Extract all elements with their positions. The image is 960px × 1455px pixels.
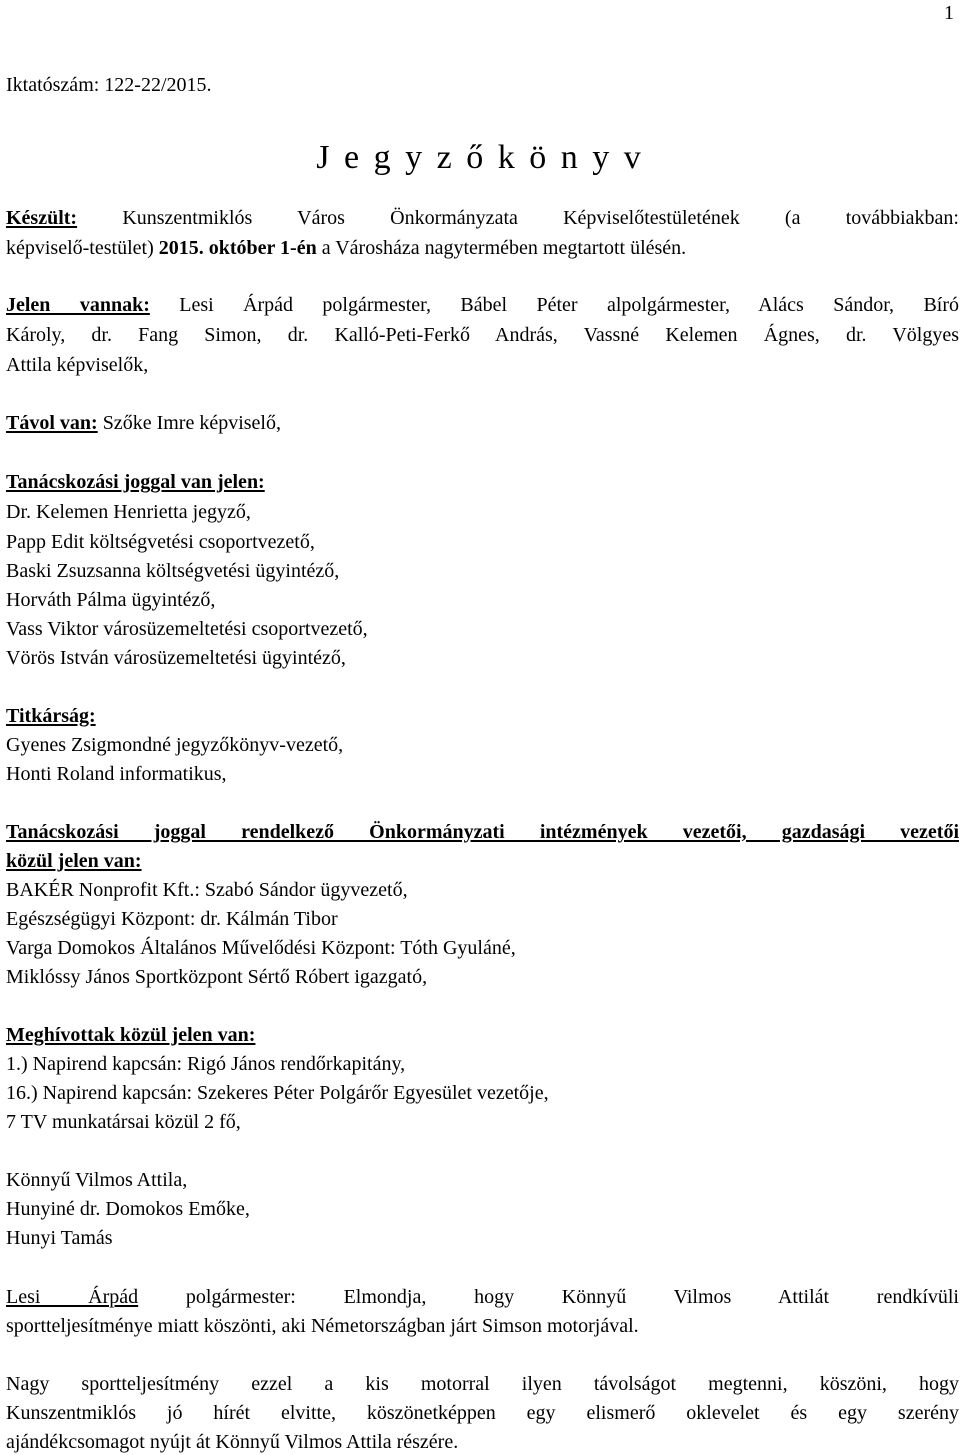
- guest-item: Hunyi Tamás: [6, 1227, 113, 1249]
- tanacskozasi-item: Vass Viktor városüzemeltetési csoportvezető,: [6, 618, 368, 640]
- tanacskozasi-item: Papp Edit költségvetési csoportvezető,: [6, 531, 315, 553]
- intezmenyek-label-1: Tanácskozási joggal rendelkező Önkormányzati intézmények vezetői, gazdasági vezetői: [6, 821, 959, 843]
- guest-item: Hunyiné dr. Domokos Emőke,: [6, 1198, 250, 1220]
- para2-line-2: Kunszentmiklós jó hírét elvitte, köszönetképpen egy elismerő oklevelet és egy szerény: [6, 1402, 959, 1424]
- titkarsag-item: Gyenes Zsigmondné jegyzőkönyv-vezető,: [6, 734, 344, 756]
- tanacskozasi-item: Dr. Kelemen Henrietta jegyző,: [6, 501, 251, 523]
- meghivottak-item: 7 TV munkatársai közül 2 fő,: [6, 1111, 241, 1133]
- tanacskozasi-item: Horváth Pálma ügyintéző,: [6, 589, 216, 611]
- tavol-label: Távol van:: [6, 412, 98, 434]
- jelen-text-1: Lesi Árpád polgármester, Bábel Péter alpolgármester, Alács Sándor, Bíró: [149, 294, 959, 316]
- guest-item: Könnyű Vilmos Attila,: [6, 1169, 188, 1191]
- doc-number: Iktatószám: 122-22/2015.: [6, 74, 212, 96]
- para1-text-1: polgármester: Elmondja, hogy Könnyű Vilmos Attilát rendkívüli: [138, 1286, 959, 1308]
- tanacskozasi-item: Vörös István városüzemeltetési ügyintéző,: [6, 647, 346, 669]
- meghivottak-item: 1.) Napirend kapcsán: Rigó János rendőrkapitány,: [6, 1053, 406, 1075]
- tavol-text: Szőke Imre képviselő,: [97, 412, 281, 434]
- keszult-text-1: Kunszentmiklós Város Önkormányzata Képviselőtestületének (a továbbiakban:: [77, 207, 959, 229]
- jelen-label: Jelen vannak:: [6, 294, 150, 316]
- intezmenyek-item: Varga Domokos Általános Művelődési Központ: Tóth Gyuláné,: [6, 937, 516, 959]
- para1-line-1: [6, 1284, 959, 1310]
- tavol-line: [6, 410, 281, 436]
- jelen-line-3: Attila képviselők,: [6, 354, 149, 376]
- para1-line-2: sportteljesítménye miatt köszönti, aki Németországban járt Simson motorjával.: [6, 1315, 639, 1337]
- para2-line-1: Nagy sportteljesítmény ezzel a kis motorral ilyen távolságot megtenni, köszöni, hogy: [6, 1373, 959, 1395]
- keszult-text-2a: képviselő-testület): [6, 237, 159, 259]
- page-number: 1: [944, 2, 954, 24]
- intezmenyek-label-2: közül jelen van:: [6, 850, 142, 872]
- titkarsag-label: Titkárság:: [6, 705, 96, 727]
- keszult-text-2b: a Városháza nagytermében megtartott ülésén.: [316, 237, 687, 259]
- intezmenyek-item: Miklóssy János Sportközpont Sértő Róbert igazgató,: [6, 966, 428, 988]
- keszult-date: 2015. október 1-én: [158, 237, 317, 259]
- keszult-label: Készült:: [6, 207, 78, 229]
- meghivottak-item: 16.) Napirend kapcsán: Szekeres Péter Polgárőr Egyesület vezetője,: [6, 1082, 549, 1104]
- keszult-line-1: [6, 205, 959, 231]
- intezmenyek-item: BAKÉR Nonprofit Kft.: Szabó Sándor ügyvezető,: [6, 879, 408, 901]
- intezmenyek-item: Egészségügyi Központ: dr. Kálmán Tibor: [6, 908, 338, 930]
- keszult-line-2: [6, 235, 686, 261]
- titkarsag-item: Honti Roland informatikus,: [6, 763, 227, 785]
- para2-line-3: ajándékcsomagot nyújt át Könnyű Vilmos Attila részére.: [6, 1431, 459, 1453]
- jelen-line-1: [6, 292, 959, 318]
- meghivottak-label: Meghívottak közül jelen van:: [6, 1024, 256, 1046]
- tanacskozasi-label: Tanácskozási joggal van jelen:: [6, 471, 265, 493]
- speaker-name: Lesi Árpád: [6, 1286, 139, 1308]
- document-title: J e g y z ő k ö n y v: [316, 139, 644, 176]
- jelen-line-2: Károly, dr. Fang Simon, dr. Kalló-Peti-Ferkő András, Vassné Kelemen Ágnes, dr. Völgyes: [6, 324, 959, 346]
- tanacskozasi-item: Baski Zsuzsanna költségvetési ügyintéző,: [6, 560, 340, 582]
